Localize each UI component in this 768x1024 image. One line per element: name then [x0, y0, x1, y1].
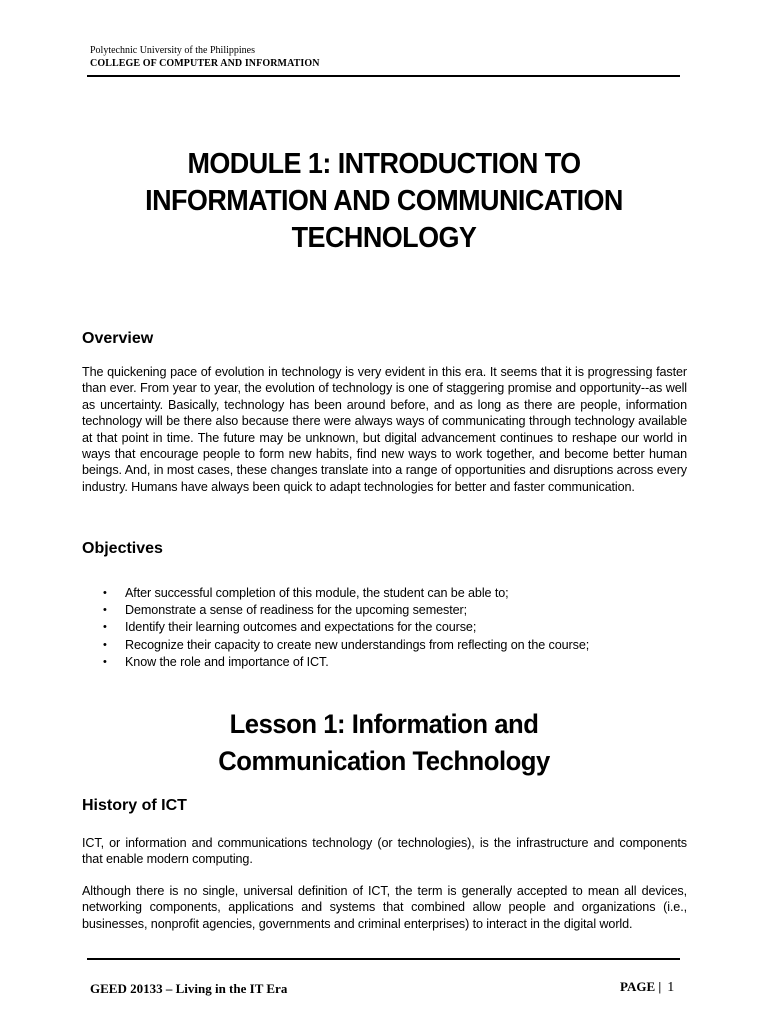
- page-header: [90, 44, 320, 70]
- list-item: [82, 654, 687, 671]
- lesson-title-line: Lesson 1: Information and: [229, 709, 539, 739]
- lesson-title-line: Communication Technology: [218, 746, 550, 776]
- college-name: COLLEGE OF COMPUTER AND INFORMATION: [90, 58, 320, 69]
- list-item: [82, 619, 687, 636]
- objectives-heading: Objectives: [82, 540, 163, 557]
- bullet-icon: •: [103, 587, 107, 599]
- overview-heading: Overview: [82, 330, 154, 347]
- objective-text: Recognize their capacity to create new understandings from reflecting on the course;: [125, 637, 590, 652]
- bullet-icon: •: [103, 621, 107, 634]
- module-title-line: MODULE 1: INTRODUCTION TO: [187, 148, 581, 180]
- footer-page: [620, 979, 674, 996]
- bullet-icon: •: [103, 604, 107, 617]
- objective-text: After successful completion of this module, the student can be able to;: [125, 586, 509, 600]
- history-paragraph-2: Although there is no single, universal definition of ICT, the term is generally accepted to mean all devices, networking components, applications and systems that combined allow people and organizations (i.e., businesses, nonprofit agencies, governments and criminal enterprises) to interact in the digital world.: [82, 884, 687, 931]
- footer-divider: [87, 958, 680, 960]
- page-label: PAGE |: [620, 979, 662, 994]
- lesson-title: [99, 706, 669, 780]
- bullet-icon: •: [103, 655, 107, 668]
- list-item: [82, 602, 687, 619]
- bullet-icon: •: [103, 638, 107, 651]
- objective-text: Demonstrate a sense of readiness for the upcoming semester;: [125, 603, 468, 618]
- module-title-line: TECHNOLOGY: [291, 222, 477, 254]
- list-item: [82, 585, 687, 602]
- history-heading: History of ICT: [82, 797, 187, 814]
- objective-text: Know the role and importance of ICT.: [125, 654, 329, 669]
- header-divider: [87, 75, 680, 77]
- footer-course: GEED 20133 – Living in the IT Era: [90, 981, 288, 996]
- page-number: 1: [667, 980, 675, 995]
- objective-text: Identify their learning outcomes and expectations for the course;: [125, 620, 477, 635]
- module-title: [105, 146, 663, 257]
- objectives-list: [82, 585, 687, 671]
- history-paragraph-1: ICT, or information and communications technology (or technologies), is the infrastructure and components that enable modern computing.: [82, 836, 687, 867]
- list-item: [82, 637, 687, 654]
- overview-paragraph: The quickening pace of evolution in technology is very evident in this era. It seems that it is progressing faster than ever. From year to year, the evolution of technology is one of staggering promise and opportunity--as well as uncertainty. Basically, technology has been around before, and as long as there are people, information technology will be there also because there were always ways of communicating through technology available at that point in time. The future may be unknown, but digital advancement continues to reshape our world in ways that encourage people to form new habits, find new ways to work together, and become better human beings. And, in most cases, these changes translate into a range of opportunities and disruptions across every industry. Humans have always been quick to adapt technologies for better and faster communication.: [82, 365, 687, 494]
- university-name: Polytechnic University of the Philippines: [90, 45, 255, 56]
- module-title-line: INFORMATION AND COMMUNICATION: [145, 185, 623, 217]
